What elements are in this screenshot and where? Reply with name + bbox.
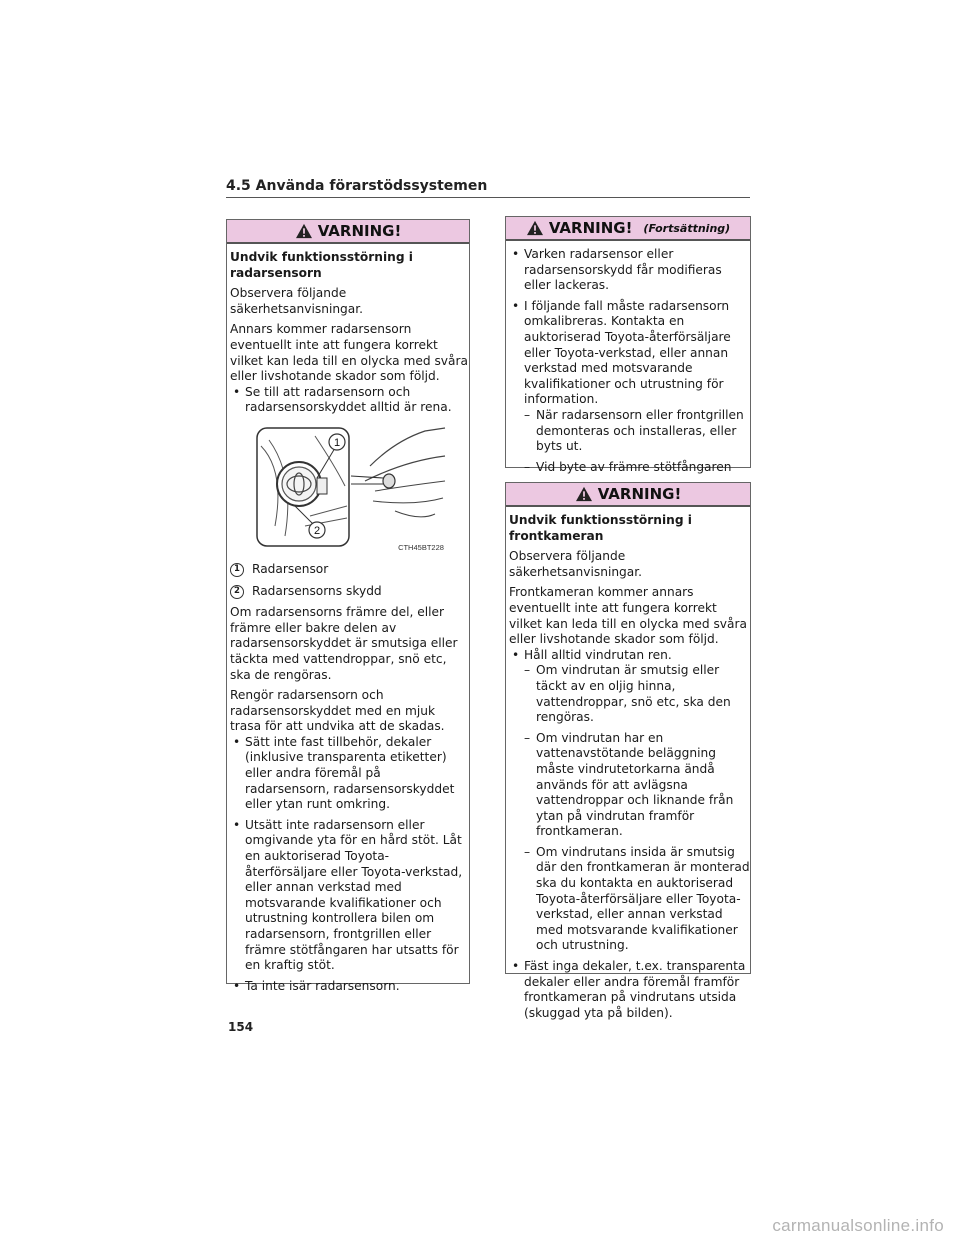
bullet-item: • Se till att radarsensorn och radarsensorskyddet alltid är rena. <box>230 385 469 416</box>
warning-header <box>506 217 750 241</box>
dash-item: – Om vindrutan är smutsig eller täckt av en oljig hinna, vattendroppar, snö etc, ska den rengöras. <box>509 663 750 725</box>
bullet-item: • Ta inte isär radarsensorn. <box>230 979 469 995</box>
warning-title: VARNING! <box>548 219 633 237</box>
bullet-item: • Sätt inte fast tillbehör, dekaler (inklusive transparenta etiketter) eller andra föremål på radarsensorn, radarsensorskyddet eller ytan runt omkring. <box>230 735 469 813</box>
warning-content <box>506 507 750 1021</box>
intro-text: Annars kommer radarsensorn eventuellt inte att fungera korrekt vilket kan leda till en olycka med svåra eller livshotande skador som följd. <box>230 322 468 384</box>
caption-label: Radarsensorns skydd <box>252 583 382 598</box>
bullet-item: • I följande fall måste radarsensorn omkalibreras. Kontakta en auktoriserad Toyota-återförsäljare eller Toyota-verkstad, eller annan verkstad med motsvarande kvalifikationer och utrustning för information. <box>509 299 750 408</box>
dash-item: – Om vindrutans insida är smutsig där den frontkameran är monterad ska du kontakta en auktoriserad Toyota-återförsäljare eller Toyota-verkstad, eller annan verkstad med motsvarande kvalifikationer och utrustning. <box>509 845 750 954</box>
warning-box-radar <box>226 219 470 993</box>
warning-heading: Undvik funktionsstörning i frontkameran <box>509 513 692 543</box>
radar-sensor-figure <box>255 426 447 556</box>
warning-triangle-icon <box>575 486 593 502</box>
callout-number: 2 <box>230 585 244 599</box>
watermark: carmanualsonline.info <box>772 1216 944 1235</box>
intro-text: Frontkameran kommer annars eventuellt inte att fungera korrekt vilket kan leda till en olycka med svåra eller livshotande skador som följd. <box>509 585 747 647</box>
caption-radar-cover <box>230 584 469 600</box>
warning-heading: Undvik funktionsstörning i radarsensorn <box>230 250 413 280</box>
warning-triangle-icon <box>295 223 313 239</box>
bullet-item: • Håll alltid vindrutan ren. <box>509 648 750 664</box>
warning-triangle-icon <box>526 220 544 236</box>
figure-code: CTH45BT228 <box>398 542 444 552</box>
radar-sensor-illustration <box>255 426 447 556</box>
dash-item: – Om vindrutan har en vattenavstötande beläggning måste vindrutetorkarna ändå används för att avlägsna vattendroppar och liknande från ytan på vindrutan framför frontkameran. <box>509 731 750 840</box>
dash-item: – Vid byte av främre stötfångaren <box>509 460 750 476</box>
warning-header <box>227 220 469 244</box>
warning-box-camera <box>505 482 751 1020</box>
caption-radar-sensor <box>230 562 469 578</box>
callout-number: 1 <box>230 563 244 577</box>
warning-content <box>227 244 469 994</box>
callout-1: 1 <box>333 436 341 449</box>
warning-title: VARNING! <box>597 485 682 503</box>
intro-text: Observera följande säkerhetsanvisningar. <box>230 286 364 316</box>
warning-title: VARNING! <box>317 222 402 240</box>
continuation-label: (Fortsättning) <box>643 221 731 235</box>
caption-label: Radarsensor <box>252 561 329 576</box>
bullet-item: • Fäst inga dekaler, t.ex. transparenta dekaler eller andra föremål framför frontkameran på vindrutans utsida (skuggad yta på bilden). <box>509 959 750 1021</box>
body-text: Rengör radarsensorn och radarsensorskyddet med en mjuk trasa för att undvika att de skadas. <box>230 688 445 734</box>
dash-item: – När radarsensorn eller frontgrillen demonteras och installeras, eller byts ut. <box>509 408 750 455</box>
bullet-item: • Varken radarsensor eller radarsensorskydd får modifieras eller lackeras. <box>509 247 750 294</box>
warning-box-continued <box>505 216 751 474</box>
body-text: Om radarsensorns främre del, eller främre eller bakre delen av radarsensorskyddet är smutsiga eller täckta med vattendroppar, snö etc, ska de rengöras. <box>230 605 458 682</box>
page-number: 154 <box>228 1020 254 1034</box>
callout-2: 2 <box>313 524 321 537</box>
warning-content <box>506 241 750 475</box>
section-header: 4.5 Använda förarstödssystemen <box>226 178 750 198</box>
bullet-item: • Utsätt inte radarsensorn eller omgivande yta för en hård stöt. Låt en auktoriserad Toyota-återförsäljare eller Toyota-verkstad, eller annan verkstad med motsvarande kvalifikationer och utrustning kontrollera bilen om radarsensorn, frontgrillen eller främre stötfångaren har utsatts för en kraftig stöt. <box>230 818 469 974</box>
intro-text: Observera följande säkerhetsanvisningar. <box>509 549 643 579</box>
warning-header <box>506 483 750 507</box>
